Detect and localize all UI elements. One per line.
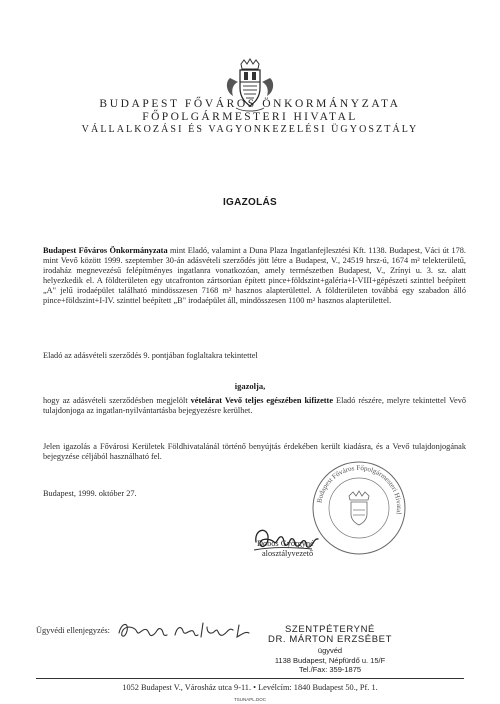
signatory-title: alosztályvezető [262,549,314,558]
letterhead-line3: VÁLLALKOZÁSI ÉS VAGYONKEZELÉSI ÜGYOSZTÁLY [81,124,419,135]
stamp-text: Budapest Főváros Főpolgármesteri Hivatal [315,463,404,515]
certifies-heading: igazolja, [234,381,266,391]
letterhead-line2: FŐPOLGÁRMESTERI HIVATAL [142,111,358,123]
signatory-name: Dobos Györgyné [257,539,314,548]
seller-name: Budapest Főváros Önkormányzata [43,246,168,255]
svg-text:Budapest Főváros Főpolgármeste [315,464,403,515]
paragraph-3 [43,396,466,416]
letterhead-line1: BUDAPEST FŐVÁROS ÖNKORMÁNYZATA [99,98,401,110]
paragraph-3-post: Eladó részére, melyre tekintettel Vevő tulajdonjoga az ingatlan-nyilvántartásba bejegyezésre kerülhet. [43,396,466,415]
paragraph-1 [43,246,466,306]
lawyer-stamp-line3: ügyvéd [317,646,343,655]
paragraph-2: Eladó az adásvételi szerződés 9. pontjában foglaltakra tekintettel [43,351,258,360]
lawyer-stamp-phone: Tel./Fax: 359-1875 [298,665,362,674]
lawyer-stamp-line1: SZENTPÉTERYNÉ [285,624,375,635]
paragraph-1-text: mint Eladó, valamint a Duna Plaza Ingatlanfejlesztési Kft. 1138. Budapest, Váci út 178. mint Vevő között 1999. szeptember 30-án adásvételi szerződés jött létre a Budapest, V., 24519 hrsz-ú, 1674 m² telekterületű, irodaház megnevezésű felépítményes ingatlanra vonatkozóan, amely természetben Budapest, V., Zrínyi u. 3. sz. alatt helyezkedik el. A földterületen egy utcafronton zártsorúan épített pince+földszint+galéria+I-VIII+gépészeti szinttel beépített „A" jelű irodaépület található mindösszesen 7168 m² hasznos alapterülettel. A földterületen továbbá egy szabadon álló pince+földszint+I-IV. szinttel beépített „B" irodaépület áll, mindösszesen 1100 m² hasznos alapterülettel. [43,246,466,305]
paragraph-3-pre: hogy az adásvételi szerződésben megjelölt [43,396,191,405]
lawyer-stamp-line2: DR. MÁRTON ERZSÉBET [267,634,392,645]
lawyer-countersign-label: Ügyvédi ellenjegyzés: [36,626,110,635]
footer-address: 1052 Budapest V., Városház utca 9-11. • Levélcím: 1840 Budapest 50., Pf. 1. [122,683,378,692]
paragraph-3-bold: vételárat Vevő teljes egészében kifizette [190,396,334,405]
issue-date: Budapest, 1999. október 27. [43,489,137,498]
file-reference: TSUNAPL.DOC [233,697,266,702]
document-title: IGAZOLÁS [222,197,278,208]
signature-lawyer [115,615,265,645]
paragraph-4: Jelen igazolás a Fővárosi Kerületek Földhivatalánál történő benyújtás érdekében került kiadásra, és a Vevő tulajdonjogának bejegyzése céljából használható fel. [43,442,466,461]
footer-divider [36,678,464,679]
lawyer-stamp-address: 1138 Budapest, Népfürdő u. 15/F [274,656,386,665]
